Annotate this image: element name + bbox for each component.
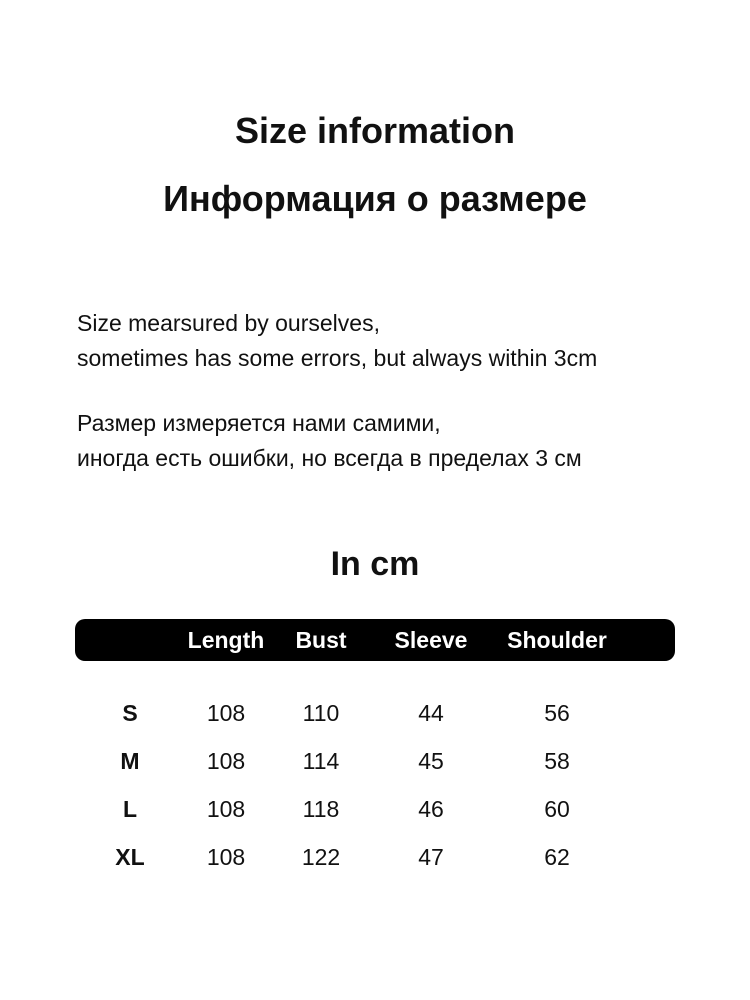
table-row-l bbox=[75, 785, 675, 833]
bust-value: 122 bbox=[301, 843, 341, 870]
bust-value: 114 bbox=[302, 747, 340, 774]
note-english-line1: Size mearsured by ourselves, bbox=[77, 310, 380, 336]
size-table bbox=[75, 619, 675, 881]
table-row-m bbox=[75, 737, 675, 785]
size-label: XL bbox=[115, 843, 145, 870]
header-cell-bust: Bust bbox=[295, 626, 347, 653]
header-cell-sleeve: Sleeve bbox=[394, 626, 468, 653]
sleeve-value: 47 bbox=[418, 843, 444, 870]
shoulder-value: 60 bbox=[544, 795, 570, 822]
header-cell-length: Length bbox=[187, 626, 265, 653]
shoulder-value: 56 bbox=[544, 699, 570, 726]
shoulder-value: 62 bbox=[544, 843, 570, 870]
sleeve-value: 46 bbox=[418, 795, 444, 822]
unit-heading: In cm bbox=[330, 545, 420, 583]
header-cell-shoulder: Shoulder bbox=[507, 626, 607, 653]
size-label: S bbox=[122, 699, 138, 726]
bust-value: 118 bbox=[302, 795, 340, 822]
length-value: 108 bbox=[206, 747, 246, 774]
length-value: 108 bbox=[206, 699, 246, 726]
table-row-s bbox=[75, 689, 675, 737]
note-russian-line1: Размер измеряется нами самими, bbox=[77, 410, 441, 436]
size-label: M bbox=[120, 747, 140, 774]
page-title-russian: Информация о размере bbox=[163, 178, 587, 219]
sleeve-value: 44 bbox=[418, 699, 444, 726]
length-value: 108 bbox=[206, 843, 246, 870]
table-row-xl bbox=[75, 833, 675, 881]
page-title-english: Size information bbox=[234, 110, 516, 151]
note-english-line2: sometimes has some errors, but always within 3cm bbox=[77, 345, 598, 371]
bust-value: 110 bbox=[302, 699, 340, 726]
shoulder-value: 58 bbox=[544, 747, 570, 774]
length-value: 108 bbox=[206, 795, 246, 822]
size-table-header-row bbox=[75, 619, 675, 661]
note-russian bbox=[77, 406, 690, 476]
note-english bbox=[77, 306, 690, 376]
sleeve-value: 45 bbox=[418, 747, 444, 774]
size-table-body bbox=[75, 661, 675, 881]
notes-section bbox=[0, 306, 750, 476]
size-label: L bbox=[122, 795, 138, 822]
note-russian-line2: иногда есть ошибки, но всегда в пределах 3 см bbox=[77, 445, 582, 471]
